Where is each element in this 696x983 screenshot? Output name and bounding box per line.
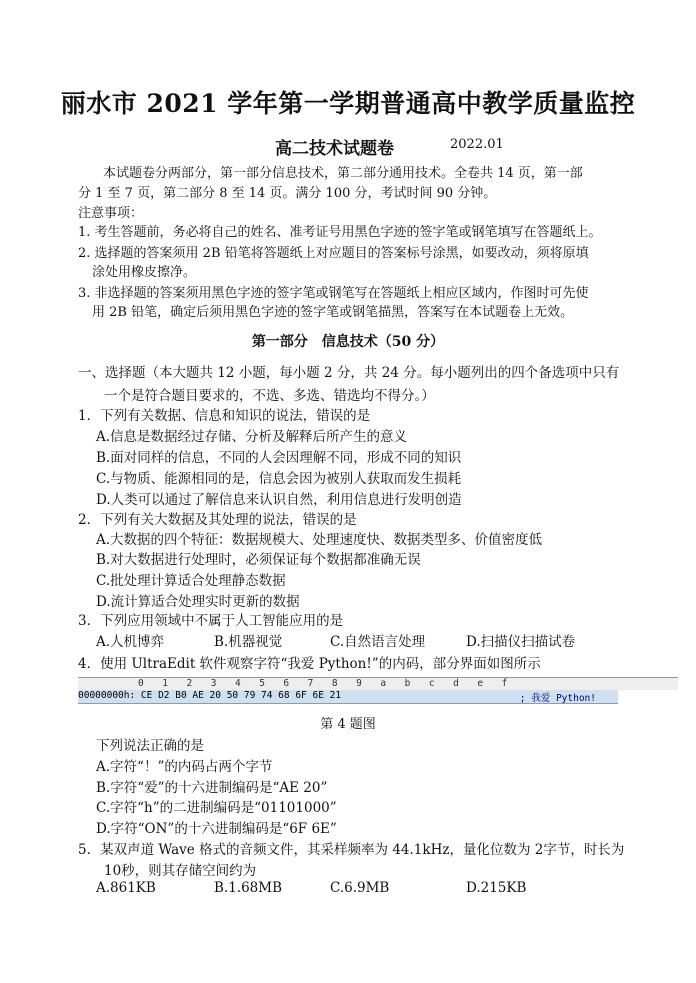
section1-line-1: 一、选择题（本大题共 12 小题，每小题 2 分，共 24 分。每小题列出的四个备选项中只有 [78,365,620,381]
q2-option-d: D.流计算适合处理实时更新的数据 [96,594,300,610]
exam-date: 2022.01 [450,137,504,152]
q1-stem: 1．下列有关数据、信息和知识的说法，错误的是 [78,408,371,424]
note-1: 1. 考生答题前，务必将自己的姓名、准考证号用黑色字迹的签字笔或钢笔填写在答题纸上。 [78,225,602,240]
hex-data-row [78,690,618,704]
q2-option-a: A.大数据的四个特征：数据规模大、处理速度快、数据类型多、价值密度低 [96,532,543,548]
q1-option-d: D.人类可以通过了解信息来认识自然，利用信息进行发明创造 [96,492,462,508]
q5-option-a: A.861KB [96,880,156,896]
notes-title: 注意事项： [78,206,144,221]
intro-line-1: 本试题卷分两部分，第一部分信息技术，第二部分通用技术。全卷共 14 页，第一部 [103,166,583,181]
intro-line-2: 分 1 至 7 页，第二部分 8 至 14 页。满分 100 分，考试时间 90 分钟。 [78,186,497,201]
q4-option-c: C.字符“h”的二进制编码是“01101000” [96,800,337,816]
q4-option-a: A.字符“！”的内码占两个字节 [96,759,273,775]
q4-option-b: B.字符“爱”的十六进制编码是“AE 20” [96,780,328,796]
q3-stem: 3．下列应用领域中不属于人工智能应用的是 [78,613,344,629]
q4-stem: 4．使用 UltraEdit 软件观察字符“我爱 Python!”的内码，部分界面如图所示 [78,656,541,672]
q2-stem: 2．下列有关大数据及其处理的说法，错误的是 [78,512,357,528]
q3-option-b: B.机器视觉 [214,634,283,650]
part1-title: 第一部分 信息技术（50 分） [251,334,445,350]
q1-option-c: C.与物质、能源相同的是，信息会因为被别人获取而发生损耗 [96,471,462,487]
q5-option-c: C.6.9MB [330,880,390,896]
q3-option-a: A.人机博弈 [96,634,165,650]
q4-prompt: 下列说法正确的是 [96,738,204,754]
q3-option-c: C.自然语言处理 [330,634,426,650]
q5-option-d: D.215KB [466,880,527,896]
hex-row-text: ; 我爱 Python! [519,693,596,704]
note-2a: 2. 选择题的答案须用 2B 铅笔将答题纸上对应题目的答案标号涂黑，如要改动，须将原填 [78,246,589,261]
q5-stem-2: 10秒，则其存储空间约为 [104,863,257,879]
figure-caption: 第 4 题图 [320,717,376,732]
note-3b: 用 2B 铅笔，确定后须用黑色字迹的签字笔或钢笔描黑，答案写在本试题卷上无效。 [92,305,574,320]
q1-option-a: A.信息是数据经过存储、分析及解释后所产生的意义 [96,429,408,445]
exam-title: 丽水市 2021 学年第一学期普通高中教学质量监控 [60,89,636,118]
exam-subtitle: 高二技术试题卷 [275,139,394,159]
q4-option-d: D.字符“ON”的十六进制编码是“6F 6E” [96,821,337,837]
q3-option-d: D.扫描仪扫描试卷 [466,634,576,650]
q5-stem-1: 5．某双声道 Wave 格式的音频文件，其采样频率为 44.1kHz，量化位数为 2字节，时长为 [78,842,625,858]
q5-option-b: B.1.68MB [214,880,283,896]
note-3a: 3. 非选择题的答案须用黑色字迹的签字笔或钢笔写在答题纸上相应区域内，作图时可先使 [78,286,589,301]
hex-row-bytes: 00000000h: CE D2 B0 AE 20 50 79 74 68 6F 6E 21 [78,690,342,701]
note-2b: 涂处用橡皮擦净。 [92,265,197,280]
q2-option-b: B.对大数据进行处理时，必须保证每个数据都准确无误 [96,552,421,568]
section1-line-2: 一个是符合题目要求的，不选、多选、错选均不得分。） [104,388,435,404]
q1-option-b: B.面对同样的信息，不同的人会因理解不同，形成不同的知识 [96,450,462,466]
hex-column-header: 0 1 2 3 4 5 6 7 8 9 a b c d e f [78,677,678,690]
q2-option-c: C.批处理计算适合处理静态数据 [96,573,286,589]
